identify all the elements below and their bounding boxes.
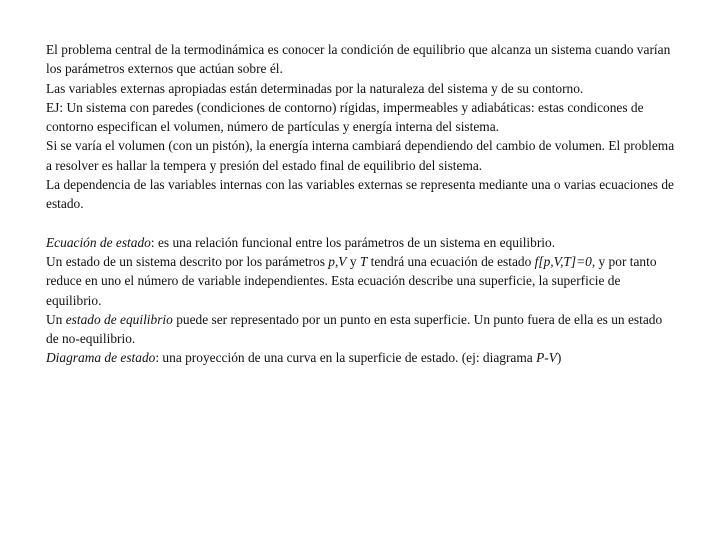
diagram-pv: P-V (536, 350, 557, 366)
term-equilibrium-state: estado de equilibrio (65, 311, 173, 327)
state-equation-formula: f[p,V,T]=0 (534, 253, 592, 269)
state-description-text-d: , y por tanto reduce en uno el número de variable independientes. Esta ecuación describe una superficie, la superficie de equilibrio. (46, 253, 657, 308)
equilibrium-text-a: Un (46, 311, 66, 327)
state-description-text-b: y (346, 253, 360, 269)
var-t: T (359, 253, 368, 269)
var-pv: p,V (328, 253, 347, 269)
paragraph-state-diagram (46, 348, 678, 367)
paragraph-state-description (46, 252, 678, 310)
state-equation-definition-text: : es una relación funcional entre los parámetros de un sistema en equilibrio. (150, 234, 556, 250)
paragraph-problem-central: El problema central de la termodinámica es conocer la condición de equilibrio que alcanza un sistema cuando varían los parámetros externos que actúan sobre él. (46, 42, 671, 77)
paragraph-equilibrium-state (46, 310, 678, 349)
equilibrium-text-b: puede ser representado por un punto en esta superficie. Un punto fuera de ella es un estado de no-equilibrio. (46, 311, 663, 347)
document-page (46, 40, 678, 368)
state-description-text-a: Un estado de un sistema descrito por los parámetros (46, 253, 329, 269)
state-diagram-text-a: : una proyección de una curva en la superficie de estado. (ej: diagrama (155, 350, 537, 366)
paragraph-external-variables: Las variables externas apropiadas están determinadas por la naturaleza del sistema y de su contorno. (46, 80, 584, 96)
paragraph-gap (46, 214, 678, 233)
term-state-diagram: Diagrama de estado (46, 350, 156, 366)
state-diagram-text-b: ) (556, 350, 562, 366)
term-state-equation: Ecuación de estado (46, 234, 151, 250)
paragraph-dependency: La dependencia de las variables internas con las variables externas se representa mediante una o varias ecuaciones de estado. (46, 177, 674, 212)
paragraph-volume-change: Si se varía el volumen (con un pistón), la energía interna cambiará dependiendo del cambio de volumen. El problema a resolver es hallar la tempera y presión del estado final de equilibrio del sistema. (46, 138, 675, 173)
state-description-text-c: tendrá una ecuación de estado (367, 253, 535, 269)
paragraph-state-equation-definition (46, 233, 678, 252)
paragraph-example: EJ: Un sistema con paredes (condiciones de contorno) rígidas, impermeables y adiabáticas: estas condicones de contorno especifican el volumen, número de partículas y energía interna del sistema. (46, 99, 644, 135)
